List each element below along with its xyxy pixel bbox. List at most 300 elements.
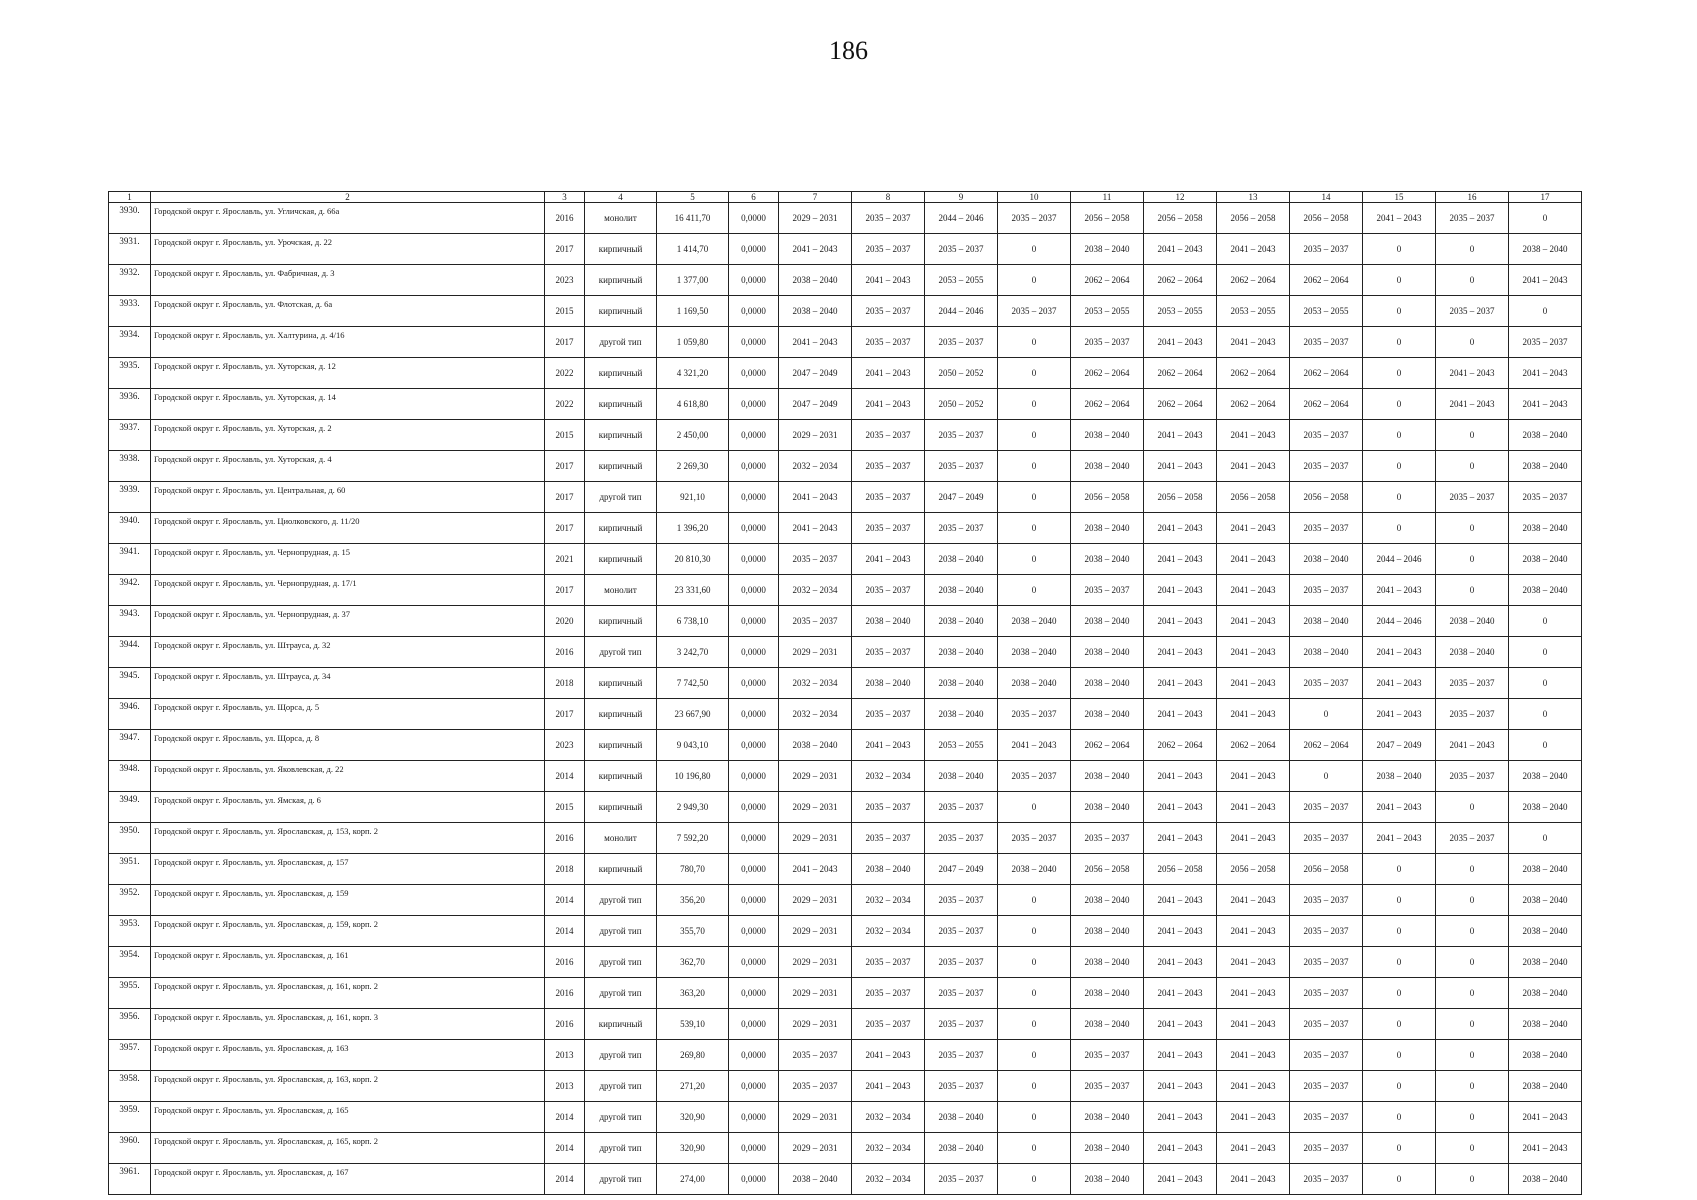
table-cell: 2029 – 2031 <box>779 916 852 947</box>
table-cell: 363,20 <box>657 978 729 1009</box>
address-cell: Городской округ г. Ярославль, ул. Ярославская, д. 153, корп. 2 <box>151 823 545 854</box>
table-cell: монолит <box>585 203 657 234</box>
table-cell: 2029 – 2031 <box>779 1009 852 1040</box>
table-cell: 2029 – 2031 <box>779 420 852 451</box>
row-number-cell: 3960. <box>109 1133 151 1164</box>
row-number-cell: 3946. <box>109 699 151 730</box>
table-cell: 2038 – 2040 <box>1436 637 1509 668</box>
table-row <box>109 606 1582 637</box>
row-number-cell: 3952. <box>109 885 151 916</box>
table-cell: 2041 – 2043 <box>1217 606 1290 637</box>
table-row <box>109 730 1582 761</box>
table-cell: 2035 – 2037 <box>925 451 998 482</box>
table-cell: 0 <box>1436 575 1509 606</box>
table-cell: 2035 – 2037 <box>852 420 925 451</box>
table-row <box>109 575 1582 606</box>
table-cell: 2044 – 2046 <box>1363 544 1436 575</box>
address-cell: Городской округ г. Ярославль, ул. Флотская, д. 6а <box>151 296 545 327</box>
table-cell: 2035 – 2037 <box>925 978 998 1009</box>
table-cell: 2035 – 2037 <box>852 234 925 265</box>
table-cell: 0 <box>998 544 1071 575</box>
table-cell: 2056 – 2058 <box>1071 482 1144 513</box>
table-cell: 0,0000 <box>729 389 779 420</box>
table-cell: 2041 – 2043 <box>1144 1102 1217 1133</box>
row-number-cell: 3945. <box>109 668 151 699</box>
table-cell: 2 949,30 <box>657 792 729 823</box>
table-cell: 320,90 <box>657 1102 729 1133</box>
table-cell: 2035 – 2037 <box>1290 1040 1363 1071</box>
row-number-cell: 3958. <box>109 1071 151 1102</box>
table-row <box>109 1071 1582 1102</box>
table-cell: 2038 – 2040 <box>1071 544 1144 575</box>
table-cell: 2041 – 2043 <box>1144 699 1217 730</box>
table-row <box>109 637 1582 668</box>
table-cell: 2053 – 2055 <box>1071 296 1144 327</box>
table-cell: 2041 – 2043 <box>1509 1133 1582 1164</box>
table-cell: 2062 – 2064 <box>1144 389 1217 420</box>
table-cell: 2038 – 2040 <box>998 854 1071 885</box>
address-cell: Городской округ г. Ярославль, ул. Ярославская, д. 161, корп. 3 <box>151 1009 545 1040</box>
table-cell: 2041 – 2043 <box>852 265 925 296</box>
address-cell: Городской округ г. Ярославль, ул. Ярославская, д. 163, корп. 2 <box>151 1071 545 1102</box>
table-cell: 2038 – 2040 <box>1509 513 1582 544</box>
table-cell: 2038 – 2040 <box>779 296 852 327</box>
table-cell: 2035 – 2037 <box>998 761 1071 792</box>
table-cell: 0 <box>998 234 1071 265</box>
table-cell: 2035 – 2037 <box>852 482 925 513</box>
table-cell: 2041 – 2043 <box>1217 544 1290 575</box>
table-cell: 2041 – 2043 <box>779 513 852 544</box>
table-cell: 2041 – 2043 <box>1363 699 1436 730</box>
table-cell: 2032 – 2034 <box>852 885 925 916</box>
table-cell: 0 <box>998 389 1071 420</box>
table-row <box>109 234 1582 265</box>
table-cell: 4 321,20 <box>657 358 729 389</box>
table-cell: 2035 – 2037 <box>998 203 1071 234</box>
table-cell: 0 <box>1509 699 1582 730</box>
row-number-cell: 3940. <box>109 513 151 544</box>
table-cell: 0 <box>998 1071 1071 1102</box>
table-cell: 2038 – 2040 <box>1071 947 1144 978</box>
table-cell: 2062 – 2064 <box>1290 358 1363 389</box>
table-cell: 2035 – 2037 <box>925 513 998 544</box>
row-number-cell: 3950. <box>109 823 151 854</box>
table-cell: 0 <box>1436 885 1509 916</box>
table-cell: 0 <box>998 265 1071 296</box>
table-cell: 2035 – 2037 <box>1290 823 1363 854</box>
table-cell: 4 618,80 <box>657 389 729 420</box>
table-cell: 2014 <box>545 916 585 947</box>
table-cell: кирпичный <box>585 513 657 544</box>
table-cell: 0,0000 <box>729 544 779 575</box>
table-cell: 2035 – 2037 <box>925 916 998 947</box>
table-cell: 6 738,10 <box>657 606 729 637</box>
table-cell: 2038 – 2040 <box>1071 420 1144 451</box>
table-cell: 2035 – 2037 <box>925 1040 998 1071</box>
row-number-cell: 3932. <box>109 265 151 296</box>
table-cell: 2056 – 2058 <box>1071 203 1144 234</box>
table-cell: 355,70 <box>657 916 729 947</box>
table-cell: 0 <box>1509 668 1582 699</box>
row-number-cell: 3951. <box>109 854 151 885</box>
table-cell: 2035 – 2037 <box>852 203 925 234</box>
table-cell: 2038 – 2040 <box>925 668 998 699</box>
column-header: 11 <box>1071 192 1144 203</box>
table-cell: 0 <box>1363 327 1436 358</box>
table-cell: 2038 – 2040 <box>1071 668 1144 699</box>
table-cell: 2038 – 2040 <box>925 699 998 730</box>
table-cell: 2029 – 2031 <box>779 203 852 234</box>
table-cell: 2017 <box>545 451 585 482</box>
table-cell: 2038 – 2040 <box>925 1133 998 1164</box>
table-cell: 2035 – 2037 <box>925 327 998 358</box>
table-cell: 2041 – 2043 <box>1144 761 1217 792</box>
table-cell: 2035 – 2037 <box>852 978 925 1009</box>
table-cell: 2053 – 2055 <box>925 265 998 296</box>
table-cell: 2062 – 2064 <box>1217 358 1290 389</box>
table-cell: 2035 – 2037 <box>1290 947 1363 978</box>
table-cell: 0 <box>1363 1040 1436 1071</box>
table-cell: 2056 – 2058 <box>1217 203 1290 234</box>
row-number-cell: 3948. <box>109 761 151 792</box>
table-cell: 2035 – 2037 <box>852 327 925 358</box>
row-number-cell: 3930. <box>109 203 151 234</box>
table-cell: 2014 <box>545 1164 585 1195</box>
table-row <box>109 265 1582 296</box>
table-cell: 2038 – 2040 <box>1071 916 1144 947</box>
address-cell: Городской округ г. Ярославль, ул. Фабричная, д. 3 <box>151 265 545 296</box>
table-cell: 2041 – 2043 <box>1217 451 1290 482</box>
table-row <box>109 1164 1582 1195</box>
table-cell: 2029 – 2031 <box>779 978 852 1009</box>
table-cell: 2047 – 2049 <box>925 854 998 885</box>
table-cell: 2038 – 2040 <box>925 606 998 637</box>
table-cell: 2035 – 2037 <box>852 575 925 606</box>
table-cell: 0 <box>998 1009 1071 1040</box>
table-cell: 2062 – 2064 <box>1290 265 1363 296</box>
table-cell: 2038 – 2040 <box>1509 885 1582 916</box>
table-cell: 2038 – 2040 <box>925 1102 998 1133</box>
table-cell: 2032 – 2034 <box>852 1102 925 1133</box>
table-cell: 2038 – 2040 <box>925 637 998 668</box>
table-cell: 2035 – 2037 <box>1071 1040 1144 1071</box>
table-cell: 2022 <box>545 358 585 389</box>
address-cell: Городской округ г. Ярославль, ул. Штрауса, д. 32 <box>151 637 545 668</box>
table-cell: 2038 – 2040 <box>1509 854 1582 885</box>
table-cell: 2035 – 2037 <box>1509 327 1582 358</box>
table-row <box>109 885 1582 916</box>
table-cell: 2038 – 2040 <box>1509 792 1582 823</box>
table-cell: 0 <box>998 358 1071 389</box>
table-cell: 2035 – 2037 <box>1071 575 1144 606</box>
table-cell: 2038 – 2040 <box>1509 1040 1582 1071</box>
table-row <box>109 296 1582 327</box>
table-cell: кирпичный <box>585 1009 657 1040</box>
row-number-cell: 3955. <box>109 978 151 1009</box>
table-cell: 0 <box>1363 1009 1436 1040</box>
table-cell: 2032 – 2034 <box>779 699 852 730</box>
table-cell: 2032 – 2034 <box>779 451 852 482</box>
table-cell: 2038 – 2040 <box>1071 637 1144 668</box>
column-header: 12 <box>1144 192 1217 203</box>
row-number-cell: 3956. <box>109 1009 151 1040</box>
column-header: 16 <box>1436 192 1509 203</box>
table-cell: 2041 – 2043 <box>1436 730 1509 761</box>
table-row <box>109 761 1582 792</box>
table-cell: 2035 – 2037 <box>1509 482 1582 513</box>
table-cell: кирпичный <box>585 265 657 296</box>
table-cell: 2038 – 2040 <box>1436 606 1509 637</box>
column-header: 15 <box>1363 192 1436 203</box>
table-cell: 2041 – 2043 <box>1144 978 1217 1009</box>
table-cell: 0 <box>1436 513 1509 544</box>
table-cell: 2041 – 2043 <box>852 1071 925 1102</box>
row-number-cell: 3937. <box>109 420 151 451</box>
table-cell: 2041 – 2043 <box>1217 1009 1290 1040</box>
table-cell: 2038 – 2040 <box>1071 761 1144 792</box>
table-cell: 1 377,00 <box>657 265 729 296</box>
table-cell: 2017 <box>545 482 585 513</box>
table-cell: 0,0000 <box>729 916 779 947</box>
table-cell: 2041 – 2043 <box>1144 1164 1217 1195</box>
table-cell: 2015 <box>545 296 585 327</box>
table-row <box>109 420 1582 451</box>
table-cell: 0,0000 <box>729 1164 779 1195</box>
table-cell: 0,0000 <box>729 1071 779 1102</box>
table-cell: 2032 – 2034 <box>779 668 852 699</box>
address-cell: Городской округ г. Ярославль, ул. Ярославская, д. 157 <box>151 854 545 885</box>
table-cell: 7 592,20 <box>657 823 729 854</box>
table-cell: 0,0000 <box>729 451 779 482</box>
table-cell: другой тип <box>585 978 657 1009</box>
table-cell: 2035 – 2037 <box>852 792 925 823</box>
table-cell: 2038 – 2040 <box>852 606 925 637</box>
table-cell: 0 <box>1363 296 1436 327</box>
table-cell: 2038 – 2040 <box>1071 513 1144 544</box>
table-cell: 2035 – 2037 <box>1436 699 1509 730</box>
table-cell: 0,0000 <box>729 761 779 792</box>
table-cell: 7 742,50 <box>657 668 729 699</box>
table-cell: 0 <box>1290 761 1363 792</box>
table-cell: 0,0000 <box>729 792 779 823</box>
table-cell: 2017 <box>545 513 585 544</box>
address-cell: Городской округ г. Ярославль, ул. Яковлевская, д. 22 <box>151 761 545 792</box>
table-cell: 0 <box>998 1133 1071 1164</box>
table-cell: 2015 <box>545 420 585 451</box>
column-header: 2 <box>151 192 545 203</box>
table-cell: 2044 – 2046 <box>1363 606 1436 637</box>
table-cell: 2053 – 2055 <box>1290 296 1363 327</box>
table-cell: 2029 – 2031 <box>779 792 852 823</box>
table-cell: 0 <box>1363 947 1436 978</box>
table-cell: 0 <box>1436 544 1509 575</box>
table-cell: 2017 <box>545 575 585 606</box>
table-cell: 2038 – 2040 <box>1509 947 1582 978</box>
table-cell: 2050 – 2052 <box>925 358 998 389</box>
table-cell: другой тип <box>585 1071 657 1102</box>
table-cell: 0,0000 <box>729 885 779 916</box>
table-cell: 2041 – 2043 <box>1144 947 1217 978</box>
table-cell: 0,0000 <box>729 358 779 389</box>
table-cell: 2029 – 2031 <box>779 637 852 668</box>
table-cell: 2038 – 2040 <box>852 668 925 699</box>
address-cell: Городской округ г. Ярославль, ул. Ярославская, д. 163 <box>151 1040 545 1071</box>
table-cell: 2056 – 2058 <box>1217 482 1290 513</box>
address-cell: Городской округ г. Ярославль, ул. Ямская, д. 6 <box>151 792 545 823</box>
table-cell: монолит <box>585 575 657 606</box>
table-cell: 2038 – 2040 <box>1509 420 1582 451</box>
table-cell: 2041 – 2043 <box>1217 916 1290 947</box>
table-cell: другой тип <box>585 1102 657 1133</box>
row-number-cell: 3941. <box>109 544 151 575</box>
column-header: 14 <box>1290 192 1363 203</box>
table-cell: 0 <box>998 513 1071 544</box>
table-cell: 0 <box>1436 265 1509 296</box>
table-cell: 2035 – 2037 <box>998 296 1071 327</box>
table-cell: 2021 <box>545 544 585 575</box>
table-cell: 0,0000 <box>729 575 779 606</box>
table-cell: 0 <box>1436 1164 1509 1195</box>
row-number-cell: 3959. <box>109 1102 151 1133</box>
table-cell: 2035 – 2037 <box>1436 823 1509 854</box>
table-cell: 2038 – 2040 <box>779 1164 852 1195</box>
row-number-cell: 3943. <box>109 606 151 637</box>
table-cell: 2035 – 2037 <box>925 885 998 916</box>
table-cell: 0 <box>998 327 1071 358</box>
table-cell: 0 <box>1436 327 1509 358</box>
table-cell: 2056 – 2058 <box>1071 854 1144 885</box>
table-cell: 2038 – 2040 <box>1071 1164 1144 1195</box>
table-cell: 2029 – 2031 <box>779 823 852 854</box>
table-cell: 2035 – 2037 <box>925 823 998 854</box>
column-header: 3 <box>545 192 585 203</box>
row-number-cell: 3933. <box>109 296 151 327</box>
table-row <box>109 1102 1582 1133</box>
table-cell: 2016 <box>545 978 585 1009</box>
table-cell: 2041 – 2043 <box>1144 451 1217 482</box>
table-cell: 2022 <box>545 389 585 420</box>
row-number-cell: 3953. <box>109 916 151 947</box>
table-cell: 2035 – 2037 <box>925 1009 998 1040</box>
table-cell: 2038 – 2040 <box>1509 1164 1582 1195</box>
table-cell: 2035 – 2037 <box>1436 761 1509 792</box>
table-row <box>109 699 1582 730</box>
table-cell: 2014 <box>545 1133 585 1164</box>
table-cell: 2035 – 2037 <box>852 637 925 668</box>
table-cell: 0 <box>998 947 1071 978</box>
table-cell: 0,0000 <box>729 947 779 978</box>
table-cell: 2035 – 2037 <box>1290 1133 1363 1164</box>
table-cell: 2047 – 2049 <box>925 482 998 513</box>
table-cell: 1 059,80 <box>657 327 729 358</box>
address-cell: Городской округ г. Ярославль, ул. Ярославская, д. 159, корп. 2 <box>151 916 545 947</box>
row-number-cell: 3942. <box>109 575 151 606</box>
address-cell: Городской округ г. Ярославль, ул. Халтурина, д. 4/16 <box>151 327 545 358</box>
table-row <box>109 1040 1582 1071</box>
table-cell: монолит <box>585 823 657 854</box>
table-cell: 2062 – 2064 <box>1217 730 1290 761</box>
table-cell: 2038 – 2040 <box>1509 1009 1582 1040</box>
table-cell: 2035 – 2037 <box>779 1040 852 1071</box>
table-cell: 2014 <box>545 1102 585 1133</box>
table-cell: 2041 – 2043 <box>1217 1133 1290 1164</box>
address-cell: Городской округ г. Ярославль, ул. Чернопрудная, д. 37 <box>151 606 545 637</box>
table-cell: 2035 – 2037 <box>1290 978 1363 1009</box>
table-cell: 2035 – 2037 <box>1071 823 1144 854</box>
table-cell: 274,00 <box>657 1164 729 1195</box>
table-cell: 2041 – 2043 <box>1144 1040 1217 1071</box>
table-cell: 0 <box>998 420 1071 451</box>
table-cell: 2041 – 2043 <box>852 358 925 389</box>
table-cell: 0 <box>998 978 1071 1009</box>
table-cell: кирпичный <box>585 389 657 420</box>
table-cell: 2056 – 2058 <box>1144 482 1217 513</box>
address-cell: Городской округ г. Ярославль, ул. Хуторская, д. 2 <box>151 420 545 451</box>
table-cell: 2041 – 2043 <box>1144 1133 1217 1164</box>
table-cell: 2035 – 2037 <box>852 1009 925 1040</box>
table-cell: другой тип <box>585 1040 657 1071</box>
table-cell: 2053 – 2055 <box>925 730 998 761</box>
table-cell: 2016 <box>545 1009 585 1040</box>
row-number-cell: 3961. <box>109 1164 151 1195</box>
row-number-cell: 3947. <box>109 730 151 761</box>
table-cell: 2041 – 2043 <box>852 389 925 420</box>
table-cell: 2041 – 2043 <box>998 730 1071 761</box>
table-cell: 2041 – 2043 <box>1144 916 1217 947</box>
column-header: 9 <box>925 192 998 203</box>
table-cell: 2041 – 2043 <box>1217 575 1290 606</box>
address-cell: Городской округ г. Ярославль, ул. Чернопрудная, д. 15 <box>151 544 545 575</box>
column-header: 8 <box>852 192 925 203</box>
table-cell: 0,0000 <box>729 420 779 451</box>
table-cell: 0 <box>1436 854 1509 885</box>
row-number-cell: 3939. <box>109 482 151 513</box>
table-cell: кирпичный <box>585 420 657 451</box>
table-cell: 2038 – 2040 <box>998 668 1071 699</box>
table-cell: 2038 – 2040 <box>779 265 852 296</box>
table-cell: 2062 – 2064 <box>1217 389 1290 420</box>
table-row <box>109 513 1582 544</box>
table-cell: 2032 – 2034 <box>852 916 925 947</box>
table-cell: 0 <box>998 451 1071 482</box>
address-cell: Городской округ г. Ярославль, ул. Щорса, д. 8 <box>151 730 545 761</box>
table-cell: 2041 – 2043 <box>1144 327 1217 358</box>
table-cell: 2053 – 2055 <box>1217 296 1290 327</box>
table-cell: 2038 – 2040 <box>998 637 1071 668</box>
row-number-cell: 3957. <box>109 1040 151 1071</box>
table-cell: 2041 – 2043 <box>1144 1009 1217 1040</box>
table-cell: 0 <box>1363 234 1436 265</box>
table-cell: 2062 – 2064 <box>1071 730 1144 761</box>
table-cell: 2050 – 2052 <box>925 389 998 420</box>
table-cell: 2062 – 2064 <box>1290 389 1363 420</box>
table-cell: 2032 – 2034 <box>852 1133 925 1164</box>
table-cell: 2035 – 2037 <box>998 823 1071 854</box>
table-cell: 2038 – 2040 <box>1509 916 1582 947</box>
address-cell: Городской округ г. Ярославль, ул. Циолковского, д. 11/20 <box>151 513 545 544</box>
table-cell: 2047 – 2049 <box>1363 730 1436 761</box>
table-cell: 0 <box>998 885 1071 916</box>
table-cell: 2035 – 2037 <box>1290 885 1363 916</box>
table-cell: 2041 – 2043 <box>1144 513 1217 544</box>
table-row <box>109 823 1582 854</box>
table-cell: 16 411,70 <box>657 203 729 234</box>
table-cell: 0 <box>998 575 1071 606</box>
table-cell: 2053 – 2055 <box>1144 296 1217 327</box>
table-cell: 0 <box>998 1164 1071 1195</box>
table-cell: 2041 – 2043 <box>1217 637 1290 668</box>
table-cell: 0 <box>1363 1133 1436 1164</box>
